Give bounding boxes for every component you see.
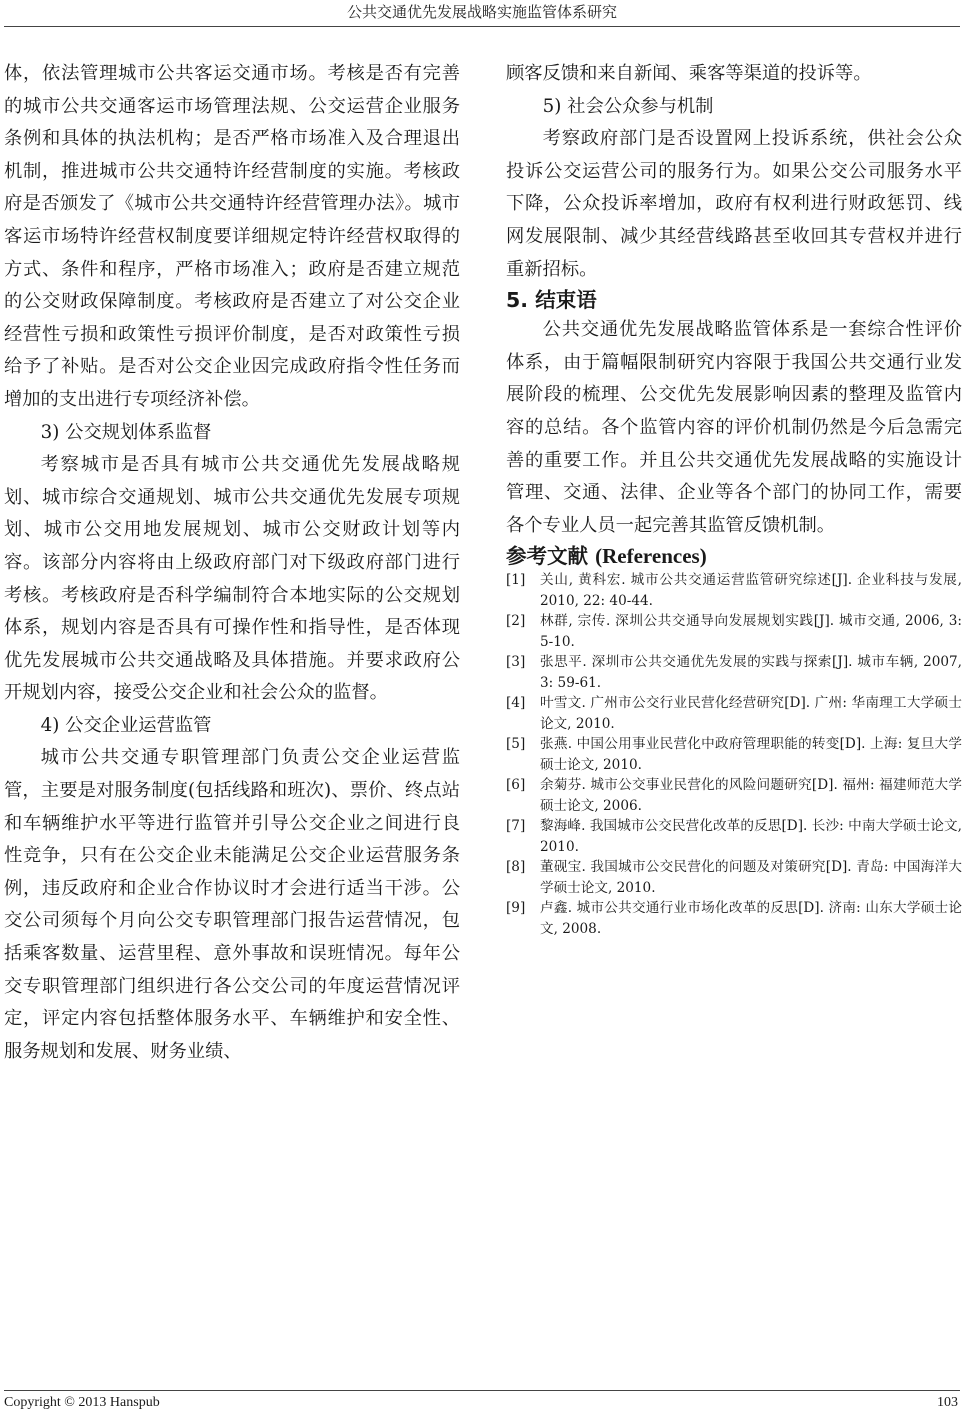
running-header: 公共交通优先发展战略实施监管体系研究 bbox=[346, 3, 617, 21]
reference-text: 叶雪文. 广州市公交行业民营化经营研究[D]. 广州: 华南理工大学硕士论文, 2010. bbox=[540, 695, 962, 732]
reference-text: 林群, 宗传. 深圳公共交通导向发展规划实践[J]. 城市交通, 2006, 3: 5-10. bbox=[540, 613, 962, 650]
reference-text: 黎海峰. 我国城市公交民营化改革的反思[D]. 长沙: 中南大学硕士论文, 2010. bbox=[540, 818, 962, 855]
reference-item bbox=[506, 693, 962, 734]
reference-item bbox=[506, 775, 962, 816]
body-paragraph: 考察城市是否具有城市公共交通优先发展战略规划、城市综合交通规划、城市公共交通优先发展专项规划、城市公交用地发展规划、城市公交财政计划等内容。该部分内容将由上级政府部门对下级政府部门进行考核。考核政府是否科学编制符合本地实际的公交规划体系，规划内容是否具有可操作性和指导性，是否体现优先发展城市公共交通战略及具体措施。并要求政府公开规划内容，接受公交企业和社会公众的监督。 bbox=[4, 454, 460, 704]
reference-number: [4] bbox=[506, 695, 526, 712]
reference-text: 董砚宝. 我国城市公交民营化的问题及对策研究[D]. 青岛: 中国海洋大学硕士论文, 2010. bbox=[540, 859, 962, 896]
references-heading-en: (References) bbox=[595, 544, 707, 569]
subsection-heading-3: 3) 公交规划体系监督 bbox=[40, 421, 212, 443]
copyright-notice: Copyright © 2013 Hanspub bbox=[4, 1395, 160, 1410]
reference-number: [8] bbox=[506, 859, 526, 876]
reference-text: 卢鑫. 城市公共交通行业市场化改革的反思[D]. 济南: 山东大学硕士论文, 2008. bbox=[540, 900, 962, 937]
reference-text: 关山, 黄科宏. 城市公共交通运营监管研究综述[J]. 企业科技与发展, 2010, 22: 40-44. bbox=[540, 572, 962, 609]
reference-number: [7] bbox=[506, 818, 526, 835]
conclusion-paragraph: 公共交通优先发展战略监管体系是一套综合性评价体系，由于篇幅限制研究内容限于我国公共交通行业发展阶段的梳理、公交优先发展影响因素的整理及监管内容的总结。各个监管内容的评价机制仍然是今后急需完善的重要工作。并且公共交通优先发展战略的实施设计管理、交通、法律、企业等各个部门的协同工作，需要各个专业人员一起完善其监管反馈机制。 bbox=[506, 319, 962, 536]
reference-item bbox=[506, 898, 962, 939]
body-paragraph: 顾客反馈和来自新闻、乘客等渠道的投诉等。 bbox=[506, 63, 872, 84]
right-column bbox=[506, 58, 962, 939]
reference-text: 余菊芬. 城市公交事业民营化的风险问题研究[D]. 福州: 福建师范大学硕士论文, 2006. bbox=[540, 777, 962, 814]
left-column bbox=[4, 58, 460, 1068]
body-paragraph: 考察政府部门是否设置网上投诉系统，供社会公众投诉公交运营公司的服务行为。如果公交公司服务水平下降，公众投诉率增加，政府有权利进行财政惩罚、线网发展限制、减少其经营线路甚至收回其专营权并进行重新招标。 bbox=[506, 128, 962, 280]
body-paragraph: 体，依法管理城市公共客运交通市场。考核是否有完善的城市公共交通客运市场管理法规、公交运营企业服务条例和具体的执法机构；是否严格市场准入及合理退出机制，推进城市公共交通特许经营制度的实施。考核政府是否颁发了《城市公共交通特许经营管理办法》。城市客运市场特许经营权制度要详细规定特许经营权取得的方式、条件和程序，严格市场准入；政府是否建立规范的公交财政保障制度。考核政府是否建立了对公交企业经营性亏损和政策性亏损评价制度，是否对政策性亏损给予了补贴。是否对公交企业因完成政府指令性任务而增加的支出进行专项经济补偿。 bbox=[4, 63, 460, 410]
references-heading bbox=[506, 542, 962, 570]
reference-text: 张思平. 深圳市公共交通优先发展的实践与探索[J]. 城市车辆, 2007, 3: 59-61. bbox=[540, 654, 962, 691]
reference-item bbox=[506, 570, 962, 611]
reference-number: [5] bbox=[506, 736, 526, 753]
reference-number: [2] bbox=[506, 613, 526, 630]
reference-list bbox=[506, 570, 962, 939]
subsection-heading-4: 4) 公交企业运营监管 bbox=[40, 714, 212, 736]
footer-rule bbox=[4, 1390, 960, 1391]
reference-item bbox=[506, 652, 962, 693]
reference-number: [9] bbox=[506, 900, 526, 917]
reference-item bbox=[506, 611, 962, 652]
page-number: 103 bbox=[937, 1395, 958, 1410]
reference-item bbox=[506, 816, 962, 857]
reference-item bbox=[506, 734, 962, 775]
reference-text: 张燕. 中国公用事业民营化中政府管理职能的转变[D]. 上海: 复旦大学硕士论文, 2010. bbox=[540, 736, 962, 773]
reference-number: [6] bbox=[506, 777, 526, 794]
references-heading-cn: 参考文献 bbox=[506, 544, 588, 569]
body-paragraph: 城市公共交通专职管理部门负责公交企业运营监管，主要是对服务制度(包括线路和班次)、票价、终点站和车辆维护水平等进行监管并引导公交企业之间进行良性竞争，只有在公交企业未能满足公交企业运营服务条例，违反政府和企业合作协议时才会进行适当干涉。公交公司须每个月向公交专职管理部门报告运营情况，包括乘客数量、运营里程、意外事故和误班情况。每年公交专职管理部门组织进行各公交公司的年度运营情况评定，评定内容包括整体服务水平、车辆维护和安全性、服务规划和发展、财务业绩、 bbox=[4, 747, 460, 1062]
subsection-heading-5: 5) 社会公众参与机制 bbox=[542, 95, 714, 117]
reference-number: [3] bbox=[506, 654, 526, 671]
reference-number: [1] bbox=[506, 572, 526, 589]
header-rule bbox=[4, 26, 960, 27]
reference-item bbox=[506, 857, 962, 898]
conclusion-heading: 5. 结束语 bbox=[506, 288, 597, 313]
